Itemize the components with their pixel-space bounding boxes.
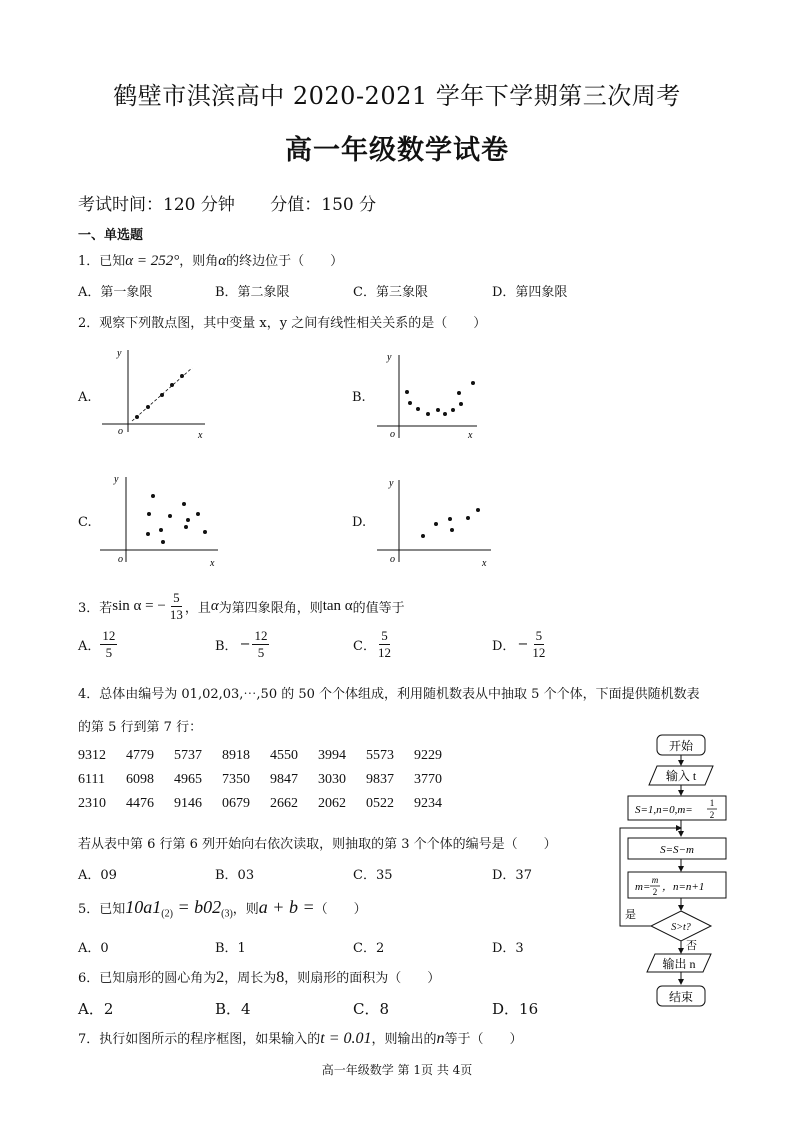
scatter-plot-b	[375, 350, 485, 445]
q6-option-a[interactable]: A．2	[78, 1000, 114, 1018]
scatter-point	[466, 516, 470, 520]
question-5: 5．已知$10a1_{(2)} = b02_{(3)}$，则a + b =（ ）	[78, 897, 367, 920]
scatter-point	[182, 502, 186, 506]
svg-text:开始: 开始	[668, 739, 694, 753]
question-4-line2: 的第 5 行到第 7 行：	[78, 720, 203, 735]
scatter-point	[168, 514, 172, 518]
scatter-point	[443, 412, 447, 416]
q1-mid: ，则角	[179, 254, 219, 269]
q3-mid2: 为第四象限角，则	[218, 601, 323, 617]
scatter-point	[451, 408, 455, 412]
svg-text:S=1,n=0,m=: S=1,n=0,m=	[635, 804, 693, 816]
scatter-point	[471, 381, 475, 385]
scatter-point	[416, 407, 420, 411]
axis-x-label: x	[482, 558, 487, 569]
exam-score: 分值：150 分	[270, 195, 377, 215]
svg-text:m=: m=	[635, 881, 651, 893]
q5-option-c[interactable]: C．2	[353, 941, 385, 956]
q3-option-c[interactable]: C． $\frac{5}{12}$	[353, 628, 391, 661]
scatter-point	[203, 530, 207, 534]
scatter-plot-c	[98, 472, 223, 570]
q5-option-b[interactable]: B．1	[215, 941, 246, 956]
scatter-point	[146, 405, 150, 409]
q5-option-a[interactable]: A．0	[78, 941, 109, 956]
q3-mid: ，且	[184, 601, 211, 617]
q1-pre: 1．已知	[78, 254, 126, 269]
q5-ab: a + b =	[258, 897, 315, 917]
scatter-point	[196, 512, 200, 516]
svg-text:2: 2	[652, 887, 658, 897]
svg-text:1: 1	[709, 798, 715, 808]
q1-math: α = 252°	[125, 253, 180, 269]
section-title: 一、单选题	[78, 228, 144, 243]
exam-info	[78, 190, 406, 215]
scatter-point	[405, 390, 409, 394]
question-6: 6．已知扇形的圆心角为2，周长为8，则扇形的面积为（ ）	[78, 969, 441, 986]
svg-text:输入 t: 输入 t	[665, 769, 697, 783]
scatter-point	[159, 528, 163, 532]
question-4-line1: 4．总体由编号为 01,02,03,⋯,50 的 50 个个体组成，利用随机数表从中抽取 5 个个体，下面提供随机数表	[78, 687, 700, 702]
q1-option-c[interactable]: C．第三象限	[353, 285, 428, 300]
q3-options	[78, 628, 618, 670]
scatter-point	[408, 401, 412, 405]
q3-pre: 3．若	[78, 601, 113, 617]
axis-y-label: y	[389, 478, 394, 489]
q5-option-d[interactable]: D．3	[492, 941, 524, 956]
svg-text:，n=n+1: ，n=n+1	[662, 881, 705, 893]
q3-fraction: $\frac{5}{13}$	[169, 590, 183, 623]
axis-x-label: x	[468, 430, 473, 441]
q3-lhs: sin α = −	[112, 598, 166, 615]
scatter-point	[186, 518, 190, 522]
svg-text:结束: 结束	[668, 990, 694, 1004]
exam-time: 考试时间：120 分钟	[78, 195, 235, 215]
scatter-point	[180, 374, 184, 378]
scatter-point	[160, 393, 164, 397]
q5-rhs: = b02	[172, 897, 222, 917]
question-1	[78, 250, 343, 270]
q3-tan: tan α	[322, 598, 353, 615]
q4-option-b[interactable]: B．03	[215, 868, 255, 883]
axis-y-label: y	[117, 348, 122, 359]
flowchart-no: 否	[686, 940, 697, 952]
q1-alpha: α	[218, 253, 227, 269]
scatter-point	[421, 534, 425, 538]
scatter-plot-d	[375, 472, 495, 570]
axis-x-label: x	[198, 430, 203, 441]
q2-label-c[interactable]: C.	[78, 515, 92, 530]
q1-option-b[interactable]: B．第二象限	[215, 285, 290, 300]
q2-label-a[interactable]: A.	[78, 390, 92, 405]
table-row: 6111 6098 4965 7350 9847 3030 9837 3770	[78, 772, 442, 787]
q2-label-d[interactable]: D.	[352, 515, 367, 530]
axis-y-label: y	[387, 352, 392, 363]
q3-option-a[interactable]: A． $\frac{12}{5}$	[78, 628, 116, 661]
scatter-point	[459, 402, 463, 406]
q1-post: 的终边位于（ ）	[226, 254, 344, 269]
question-2: 2．观察下列散点图，其中变量 x，y 之间有线性相关关系的是（ ）	[78, 316, 487, 331]
q3-post: 的值等于	[352, 601, 405, 617]
scatter-point	[151, 494, 155, 498]
svg-text:输出 n: 输出 n	[662, 957, 696, 971]
origin-label: o	[390, 429, 395, 440]
svg-text:S>t?: S>t?	[671, 922, 691, 933]
origin-label: o	[118, 554, 123, 565]
scatter-plot-a	[100, 342, 210, 442]
exam-subtitle: 高一年级数学试卷	[285, 135, 509, 166]
scatter-point	[457, 391, 461, 395]
origin-label: o	[390, 554, 395, 565]
q1-option-d[interactable]: D．第四象限	[492, 285, 568, 300]
scatter-point	[135, 415, 139, 419]
scatter-point	[448, 517, 452, 521]
random-number-table	[78, 748, 462, 820]
q3-option-b[interactable]: B． − $\frac{12}{5}$	[215, 628, 268, 661]
scatter-point	[426, 412, 430, 416]
svg-text:S=S−m: S=S−m	[660, 844, 694, 856]
svg-text:2: 2	[709, 810, 715, 820]
exam-title: 鹤壁市淇滨高中 2020-2021 学年下学期第三次周考	[113, 82, 681, 110]
question-7: 7．执行如图所示的程序框图，如果输入的t = 0.01，则输出的n等于（ ）	[78, 1030, 523, 1047]
scatter-point	[476, 508, 480, 512]
q5-lhs: 10a1	[125, 897, 162, 917]
question-4-prompt: 若从表中第 6 行第 6 列开始向右依次读取，则抽取的第 3 个个体的编号是（ ）	[78, 837, 557, 852]
q3-option-d[interactable]: D． − $\frac{5}{12}$	[492, 628, 546, 661]
scatter-point	[434, 522, 438, 526]
q6-option-d[interactable]: D．16	[492, 1000, 539, 1018]
flowchart	[615, 730, 760, 1015]
q6-option-c[interactable]: C．8	[353, 1000, 390, 1018]
scatter-point	[450, 528, 454, 532]
q6-option-b[interactable]: B．4	[215, 1000, 251, 1018]
table-row: 9312 4779 5737 8918 4550 3994 5573 9229	[78, 748, 442, 763]
axis-x-label: x	[210, 558, 215, 569]
q4-option-c[interactable]: C．35	[353, 868, 393, 883]
scatter-point	[161, 540, 165, 544]
q4-option-a[interactable]: A．09	[78, 868, 117, 883]
q2-label-b[interactable]: B.	[352, 390, 366, 405]
table-row: 2310 4476 9146 0679 2662 2062 0522 9234	[78, 796, 442, 811]
flowchart-yes: 是	[625, 909, 636, 921]
q4-option-d[interactable]: D．37	[492, 868, 532, 883]
page-footer: 高一年级数学 第 1页 共 4页	[321, 1063, 473, 1077]
axis-y-label: y	[114, 474, 119, 485]
q3-alpha: α	[210, 598, 219, 615]
scatter-point	[147, 512, 151, 516]
question-3	[78, 590, 405, 624]
svg-text:m: m	[651, 875, 659, 885]
scatter-point	[170, 383, 174, 387]
scatter-point	[146, 532, 150, 536]
q1-option-a[interactable]: A．第一象限	[78, 285, 153, 300]
scatter-point	[436, 408, 440, 412]
origin-label: o	[118, 426, 123, 437]
scatter-point	[184, 525, 188, 529]
